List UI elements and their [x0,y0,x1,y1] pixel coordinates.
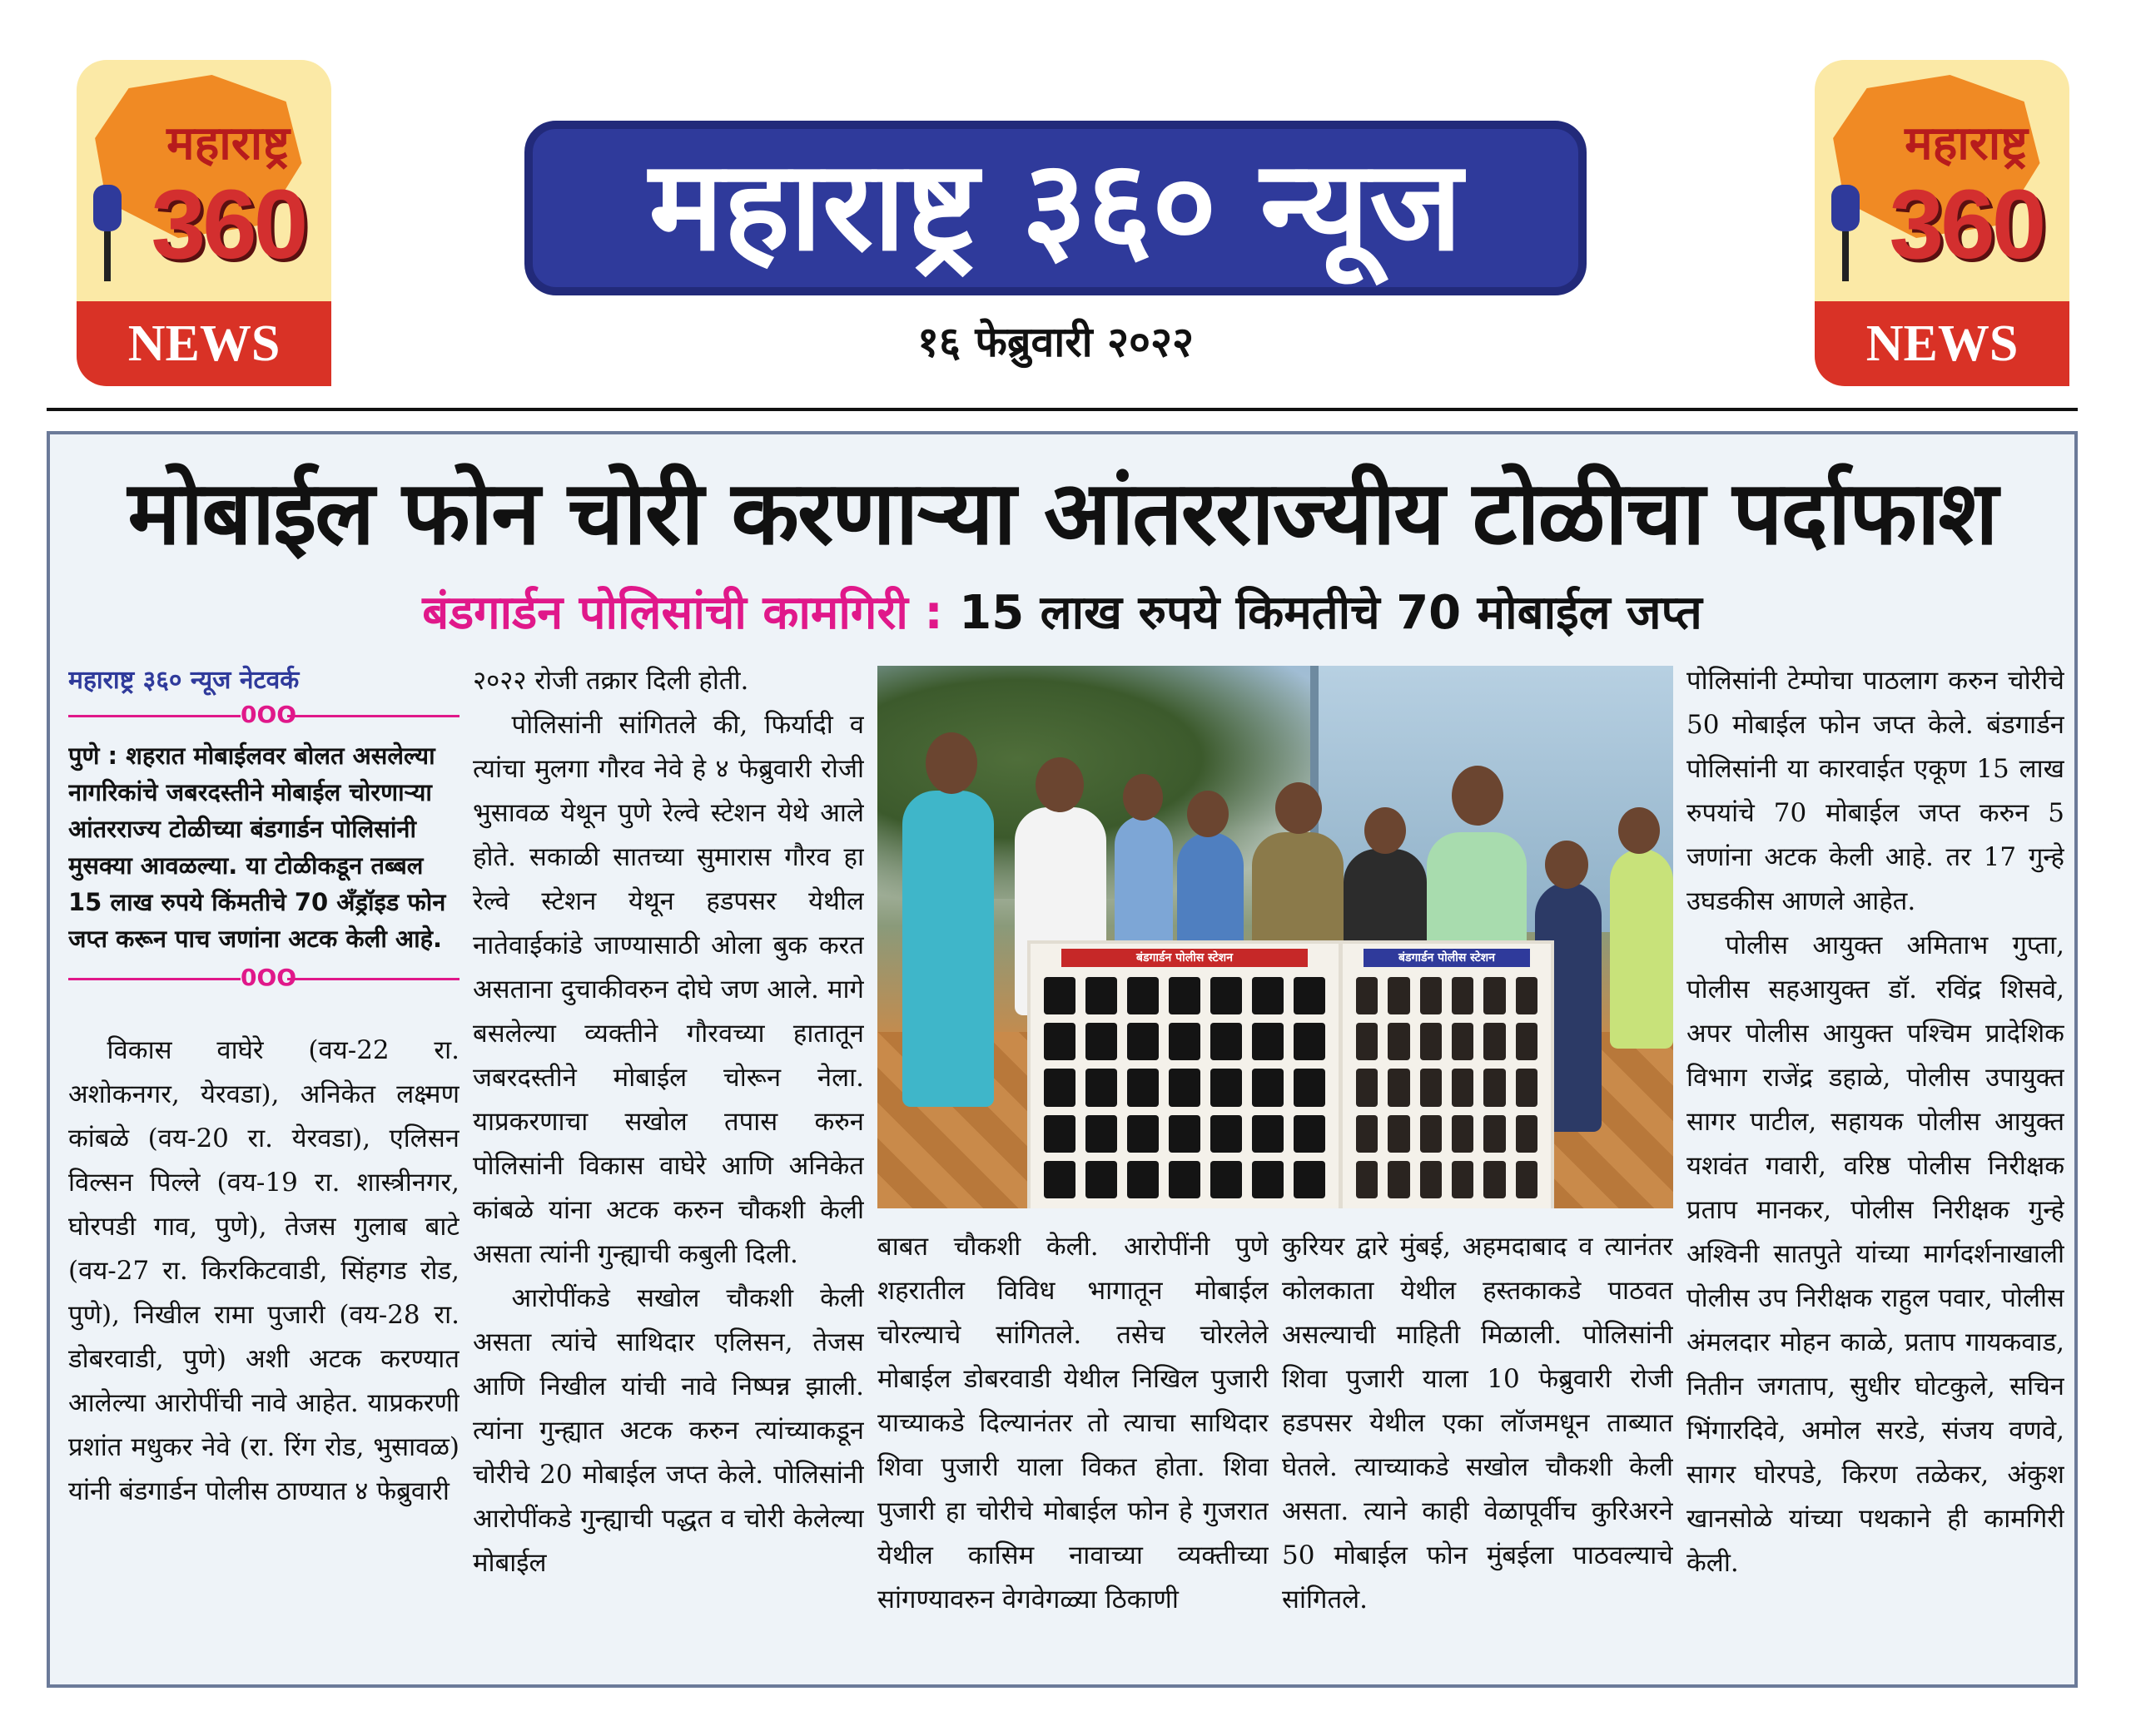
logo-title: महाराष्ट्र [166,117,290,171]
article-subhead [50,584,2074,642]
masthead-title: महाराष्ट्र ३६० न्यूज [524,121,1587,295]
microphone-icon [1826,185,1865,285]
logo-left [77,60,331,386]
body-paragraph: पोलिसांनी सांगितले की, फिर्यादी व त्यांचा मुलगा गौरव नेवे हे ४ फेब्रुवारी रोजी भुसावळ येथून पुणे रेल्वे स्टेशन येथे आले होते. सकाळी सातच्या सुमारास गौरव हा रेल्वे स्टेशन येथून हडपसर येथील नातेवाईकांडे जाण्यासाठी ओला बुक करत असताना दुचाकीवरुन दोघे जण आले. मागे बसलेल्या व्यक्तीने गौरवच्या हातातून जबरदस्तीने मोबाईल चोरून नेला. याप्रकरणाचा सखोल तपास करुन पोलिसांनी विकास वाघेरे आणि अनिकेत कांबळे यांना अटक करुन चौकशी केली असता त्यांनी गुन्ह्याची कबुली दिली. [473,710,864,1269]
byline: महाराष्ट्र ३६० न्यूज नेटवर्क [68,666,300,695]
logo-title: महाराष्ट्र [1905,117,2028,171]
article-headline: मोबाईल फोन चोरी करणाऱ्या आंतरराज्यीय टोळीचा पर्दाफाश [127,462,1997,564]
body-paragraph: बाबत चौकशी केली. आरोपींनी पुणे शहरातील विविध भागातून मोबाईल चोरल्याचे सांगितले. तसेच चोरलेले मोबाईल डोबरवाडी येथील निखिल पुजारी याच्याकडे दिल्यानंतर तो त्याचा साथिदार शिवा पुजारी याला विकत होता. शिवा पुजारी हा चोरीचे मोबाईल फोन हे गुजरात येथील कासिम नावाच्या व्यक्तीच्या सांगण्यावरुन वेगवेगळ्या ठिकाणी [877,1232,1269,1614]
body-paragraph: पोलीस आयुक्त अमिताभ गुप्ता, पोलीस सहआयुक्त डॉ. रविंद्र शिसवे, अपर पोलीस आयुक्त पश्चिम प्रादेशिक विभाग राजेंद्र डहाळे, पोलीस उपायुक्त सागर पाटील, सहायक पोलीस आयुक्त यशवंत गवारी, वरिष्ठ पोलीस निरीक्षक प्रताप मानकर, पोलीस निरीक्षक गुन्हे अश्विनी सातपुते यांच्या मार्गदर्शनाखाली पोलीस उप निरीक्षक राहुल पवार, पोलीस अंमलदार मोहन काळे, प्रताप गायकवाड, नितीन जगताप, सुधीर घोटकुले, सचिन भिंगारदिवे, अमोल सरडे, संजय वणवे, सागर घोरपडे, किरण तळेकर, अंकुश खानसोळे यांच्या पथकाने ही कामगिरी केली. [1686,930,2064,1578]
body-paragraph: कुरियर द्वारे मुंबई, अहमदाबाद व त्यानंतर कोलकाता येथील हस्तकाकडे पाठवत असल्याची माहिती मिळाली. पोलिसांनी शिवा पुजारी याला 10 फेब्रुवारी रोजी हडपसर येथील एका लॉजमधून ताब्यात घेतले. त्याच्याकडे सखोल चौकशी केली असता. त्याने काही वेळापूर्वीच कुरिअरने 50 मोबाईल फोन मुंबईला पाठवल्याचे सांगितले. [1282,1232,1673,1614]
subhead-text: 15 लाख रुपये किमतीचे 70 मोबाईल जप्त [959,586,1702,640]
body-paragraph: आरोपींकडे सखोल चौकशी केली असता त्यांचे साथिदार एलिसन, तेजस आणि निखील यांची नावे निष्पन्न झाली. त्यांना गुन्ह्यात अटक करुन त्यांच्याकडून चोरीचे 20 मोबाईल जप्त केले. पोलिसांनी आरोपींकडे गुन्ह्याची पद्धत व चोरी केलेल्या मोबाईल [473,1283,864,1578]
article-column-2 [473,659,864,1674]
article-panel [47,431,2078,1688]
logo-news-bar: NEWS [77,301,331,386]
lead-paragraph: पुणे : शहरात मोबाईलवर बोलत असलेल्या नागरिकांचे जबरदस्तीने मोबाईल चोरणाऱ्या आंतरराज्य टोळीच्या बंडगार्डन पोलिसांनी मुसक्या आवळल्या. या टोळीकडून तब्बल 15 लाख रुपये किंमतीचे 70 अँड्रॉइड फोन जप्त करून पाच जणांना अटक केली आहे. [68,742,446,953]
article-photo [877,666,1673,1208]
body-paragraph: पोलिसांनी टेम्पोचा पाठलाग करुन चोरीचे 50 मोबाईल फोन जप्त केले. बंडगार्डन पोलिसांनी या कारवाईत एकूण 15 लाख रुपयांचे 70 मोबाईल जप्त करुन 5 जणांना अटक केली आहे. तर 17 गुन्हे उघडकीस आणले आहेत. [1686,666,2064,916]
microphone-icon [88,185,127,285]
board-label: बंडगार्डन पोलीस स्टेशन [1061,949,1308,967]
logo-number: 360 [1889,170,2044,280]
phone-display-board-left [1027,940,1342,1208]
article-column-3 [877,1225,1269,1674]
board-label: बंडगार्डन पोलीस स्टेशन [1364,949,1530,967]
logo-right [1815,60,2069,386]
subhead-accent: बंडगार्डन पोलिसांची कामगिरी : [422,586,943,640]
body-paragraph: २०२२ रोजी तक्रार दिली होती. [473,666,749,696]
phone-display-board-right [1339,940,1554,1208]
article-column-1 [68,659,459,1674]
ornament-divider: 0OO [68,699,459,732]
article-column-4 [1282,1225,1673,1674]
publication-date: १६ फेब्रुवारी २०२२ [916,318,1195,366]
body-paragraph: विकास वाघेरे (वय-22 रा. अशोकनगर, येरवडा), अनिकेत लक्ष्मण कांबळे (वय-20 रा. येरवडा), एलिसन विल्सन पिल्ले (वय-19 रा. शास्त्रीनगर, घोरपडी गाव, पुणे), तेजस गुलाब बाटे (वय-27 रा. किरकिटवाडी, सिंहगड रोड, पुणे), निखील रामा पुजारी (वय-28 रा. डोबरवाडी, पुणे) अशी अटक करण्यात आलेल्या आरोपींची नावे आहेत. याप्रकरणी प्रशांत मधुकर नेवे (रा. रिंग रोड, भुसावळ) यांनी बंडगार्डन पोलीस ठाण्यात ४ फेब्रुवारी [68,1035,459,1506]
article-column-5 [1686,659,2064,1674]
logo-number: 360 [151,170,305,280]
logo-news-bar: NEWS [1815,301,2069,386]
ornament-divider: 0OO [68,962,459,995]
masthead-rule [47,408,2078,411]
